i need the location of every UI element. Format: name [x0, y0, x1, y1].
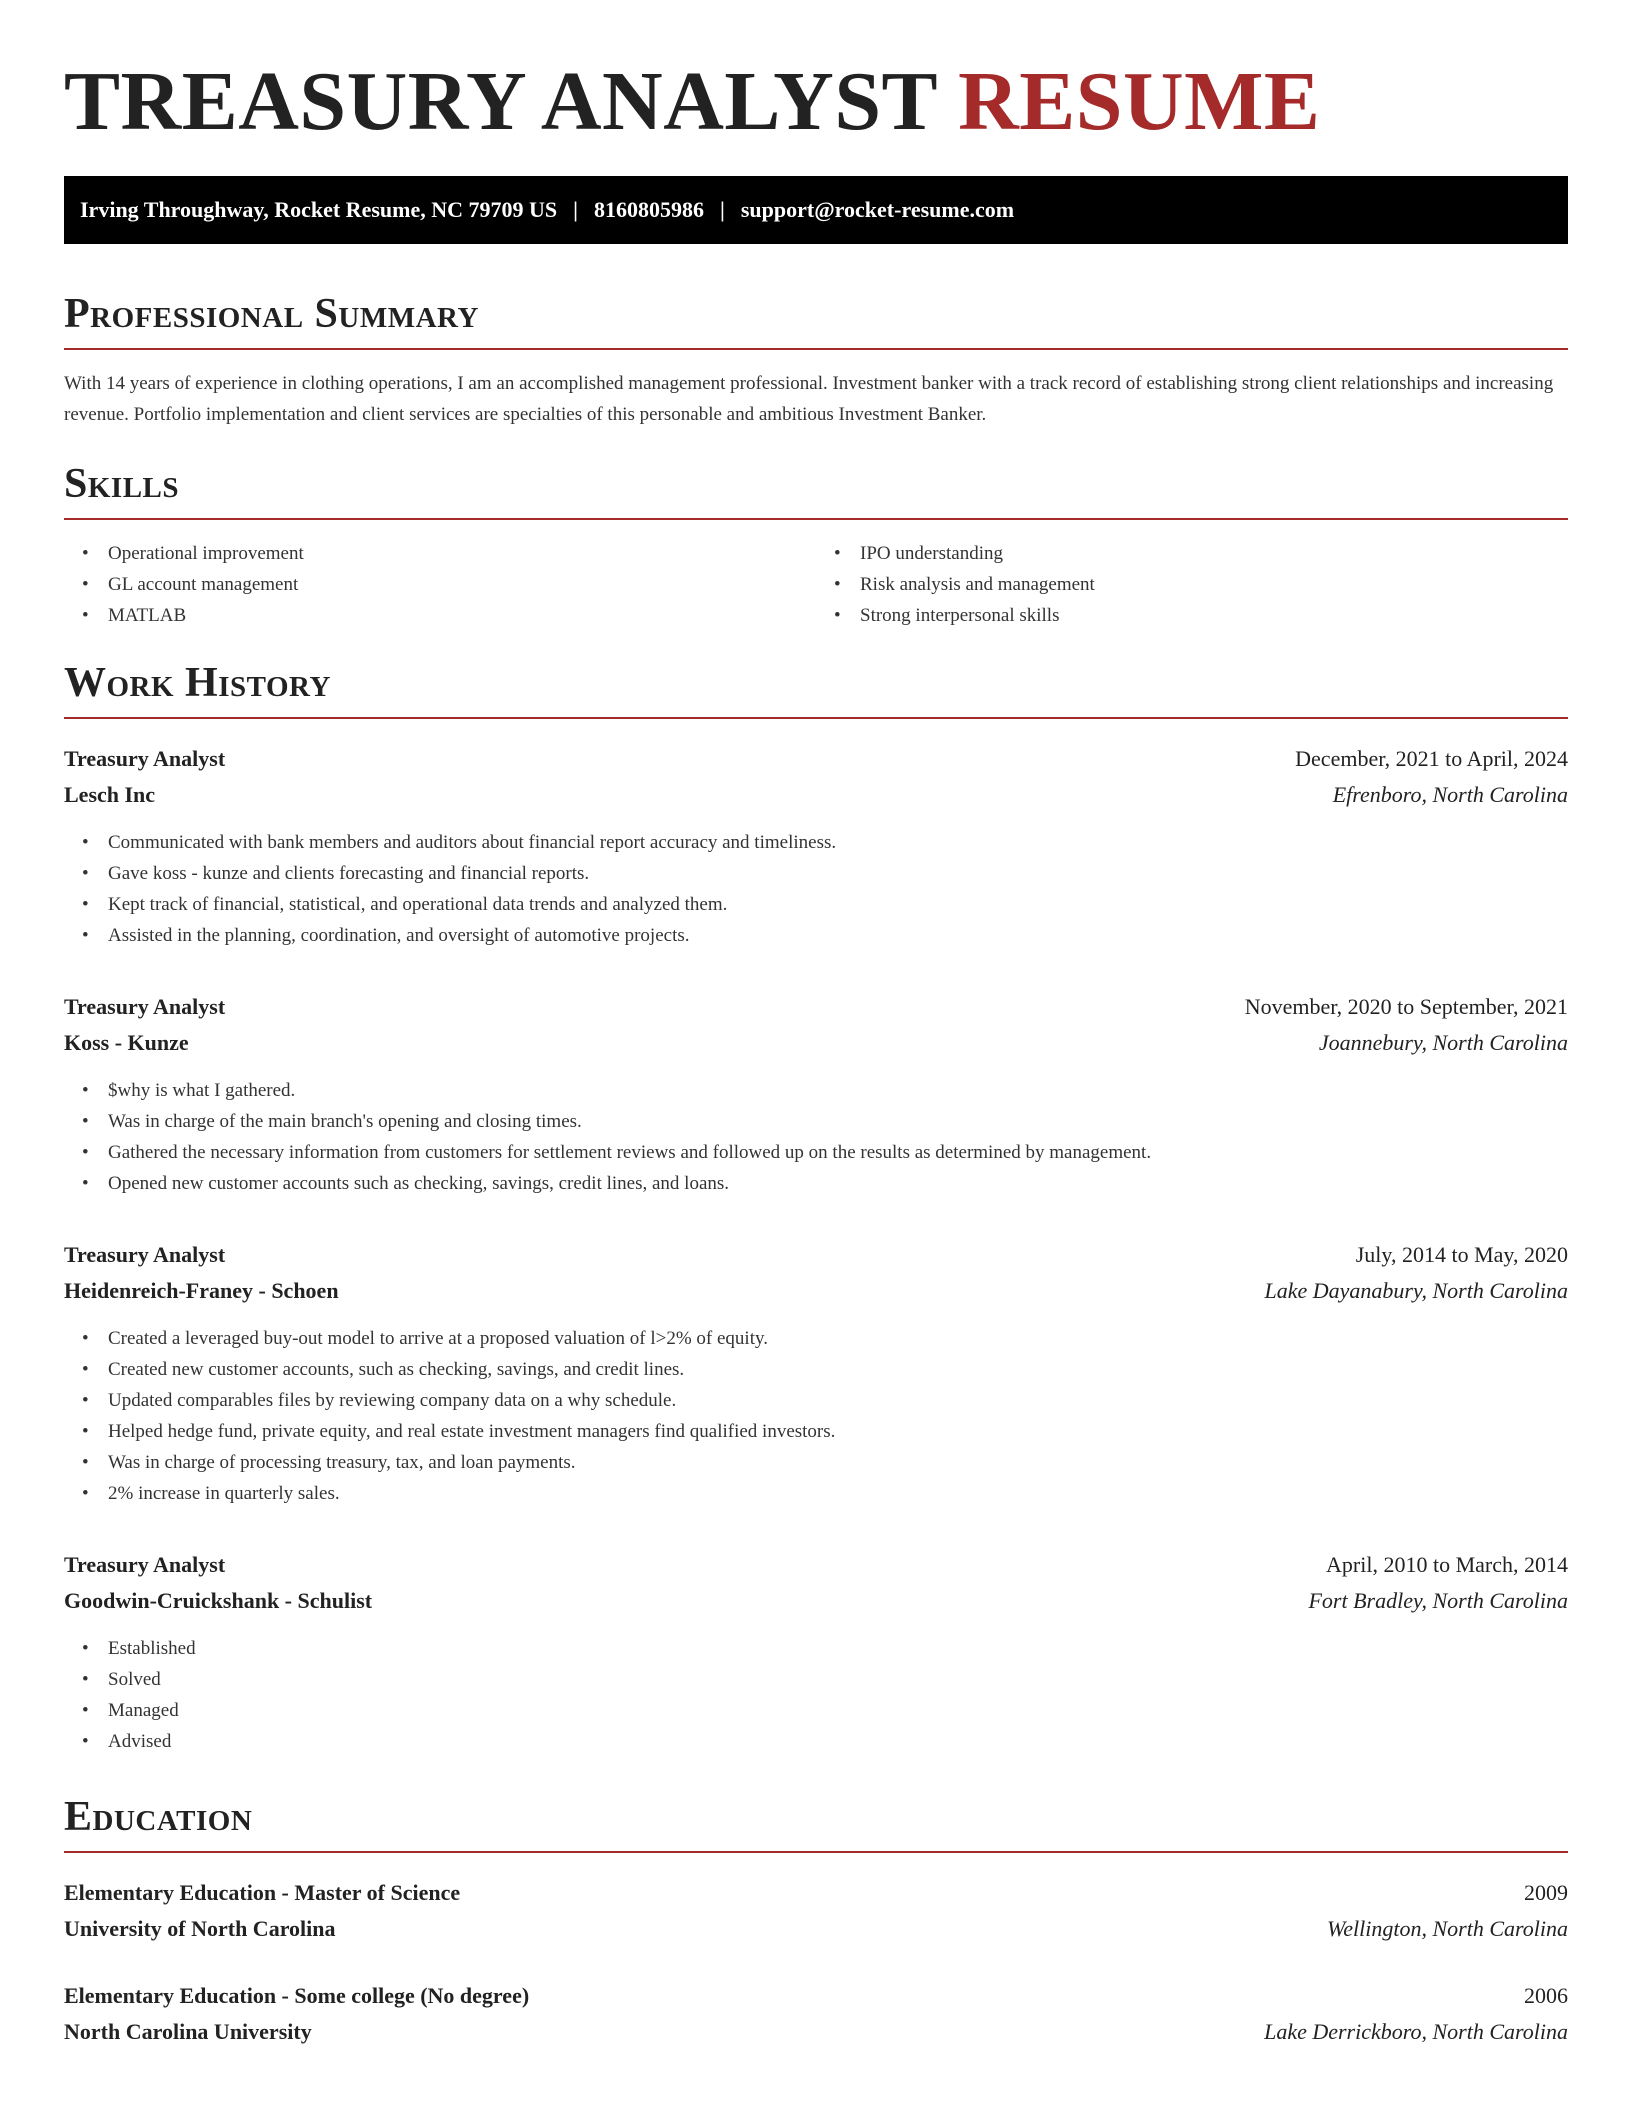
- skill-item: • MATLAB: [64, 600, 816, 631]
- contact-email: support@rocket-resume.com: [740, 197, 1015, 222]
- skills-section: [64, 460, 1568, 631]
- job-title: Treasury Analyst: [64, 1552, 226, 1577]
- job-dates: July, 2014 to May, 2020: [1355, 1242, 1568, 1267]
- education-school: University of North Carolina: [64, 1916, 336, 1941]
- job-bullets: [64, 1075, 1568, 1199]
- job-bullets: [64, 1323, 1568, 1509]
- education-entry: [64, 1978, 1568, 2050]
- job-dates: December, 2021 to April, 2024: [1295, 746, 1568, 771]
- job-entry: [64, 1547, 1568, 1757]
- skills-right-column: [816, 538, 1568, 631]
- job-bullet: • Assisted in the planning, coordination, and oversight of automotive projects.: [64, 920, 1568, 951]
- job-bullet: • Gave koss - kunze and clients forecasting and financial reports.: [64, 858, 1568, 889]
- job-location: Efrenboro, North Carolina: [1332, 782, 1568, 807]
- skills-grid: [64, 538, 1568, 631]
- job-bullets: [64, 1633, 1568, 1757]
- education-year: 2006: [1524, 1983, 1568, 2008]
- job-company: Goodwin-Cruickshank - Schulist: [64, 1588, 373, 1613]
- job-bullet: • Was in charge of processing treasury, tax, and loan payments.: [64, 1447, 1568, 1478]
- education-degree: Elementary Education - Some college (No degree): [64, 1983, 530, 2008]
- contact-separator: |: [573, 197, 578, 222]
- job-location: Lake Dayanabury, North Carolina: [1264, 1278, 1568, 1303]
- job-dates: April, 2010 to March, 2014: [1326, 1552, 1568, 1577]
- job-bullet: • Established: [64, 1633, 1568, 1664]
- job-bullet: • Gathered the necessary information from customers for settlement reviews and followed up on the results as determined by management.: [64, 1137, 1568, 1168]
- job-bullet: • Kept track of financial, statistical, and operational data trends and analyzed them.: [64, 889, 1568, 920]
- job-bullet: • Helped hedge fund, private equity, and real estate investment managers find qualified investors.: [64, 1416, 1568, 1447]
- contact-separator: |: [719, 197, 725, 222]
- job-entry: [64, 1237, 1568, 1509]
- job-bullet: • Managed: [64, 1695, 1568, 1726]
- job-company: Heidenreich-Franey - Schoen: [64, 1278, 339, 1303]
- job-location: Joannebury, North Carolina: [1318, 1030, 1568, 1055]
- skill-item: • Operational improvement: [64, 538, 816, 569]
- job-bullet: • Updated comparables files by reviewing company data on a why schedule.: [64, 1385, 1568, 1416]
- skill-item: • Risk analysis and management: [816, 569, 1568, 600]
- education-school: North Carolina University: [64, 2019, 312, 2044]
- job-bullet: • Advised: [64, 1726, 1568, 1757]
- job-title: Treasury Analyst: [64, 746, 226, 771]
- summary-section: [64, 290, 1568, 430]
- summary-text: With 14 years of experience in clothing operations, I am an accomplished management professional. Investment banker with a track record of establishing strong client relationships and increasing revenue. Portfolio implementation and client services are specialties of this personable and ambitious Investment Banker.: [64, 373, 1554, 425]
- summary-heading: Professional Summary: [64, 290, 1568, 350]
- education-location: Lake Derrickboro, North Carolina: [1264, 2019, 1568, 2044]
- job-dates: November, 2020 to September, 2021: [1244, 994, 1568, 1019]
- job-bullet: • $why is what I gathered.: [64, 1075, 1568, 1106]
- work-history-heading: Work History: [64, 659, 1568, 719]
- job-bullet: • Was in charge of the main branch's opening and closing times.: [64, 1106, 1568, 1137]
- job-bullet: • Created new customer accounts, such as checking, savings, and credit lines.: [64, 1354, 1568, 1385]
- job-location: Fort Bradley, North Carolina: [1308, 1588, 1568, 1613]
- education-section: [64, 1793, 1568, 2050]
- title-accent: RESUME: [958, 55, 1321, 148]
- contact-address: Irving Throughway, Rocket Resume, NC 79709 US: [80, 197, 558, 222]
- work-history-section: [64, 659, 1568, 1757]
- skill-item: • GL account management: [64, 569, 816, 600]
- job-bullet: • 2% increase in quarterly sales.: [64, 1478, 1568, 1509]
- job-bullet: • Solved: [64, 1664, 1568, 1695]
- education-heading: Education: [64, 1793, 1568, 1853]
- page-title: [64, 52, 1568, 152]
- skill-item: • Strong interpersonal skills: [816, 600, 1568, 631]
- contact-phone: 8160805986: [593, 197, 704, 222]
- skill-item: • IPO understanding: [816, 538, 1568, 569]
- title-main: TREASURY ANALYST: [64, 55, 937, 148]
- skills-left-column: [64, 538, 816, 631]
- education-degree: Elementary Education - Master of Science: [64, 1880, 461, 1905]
- job-bullet: • Communicated with bank members and auditors about financial report accuracy and timeliness.: [64, 827, 1568, 858]
- job-company: Koss - Kunze: [64, 1030, 189, 1055]
- job-title: Treasury Analyst: [64, 994, 226, 1019]
- job-entry: [64, 989, 1568, 1199]
- job-company: Lesch Inc: [64, 782, 156, 807]
- job-bullet: • Opened new customer accounts such as checking, savings, credit lines, and loans.: [64, 1168, 1568, 1199]
- job-bullets: [64, 827, 1568, 951]
- education-location: Wellington, North Carolina: [1326, 1916, 1568, 1941]
- job-entry: [64, 741, 1568, 951]
- job-bullet: • Created a leveraged buy-out model to arrive at a proposed valuation of l>2% of equity.: [64, 1323, 1568, 1354]
- job-title: Treasury Analyst: [64, 1242, 226, 1267]
- education-entry: [64, 1875, 1568, 1947]
- education-year: 2009: [1524, 1880, 1568, 1905]
- contact-bar: [64, 176, 1568, 244]
- skills-heading: Skills: [64, 460, 1568, 520]
